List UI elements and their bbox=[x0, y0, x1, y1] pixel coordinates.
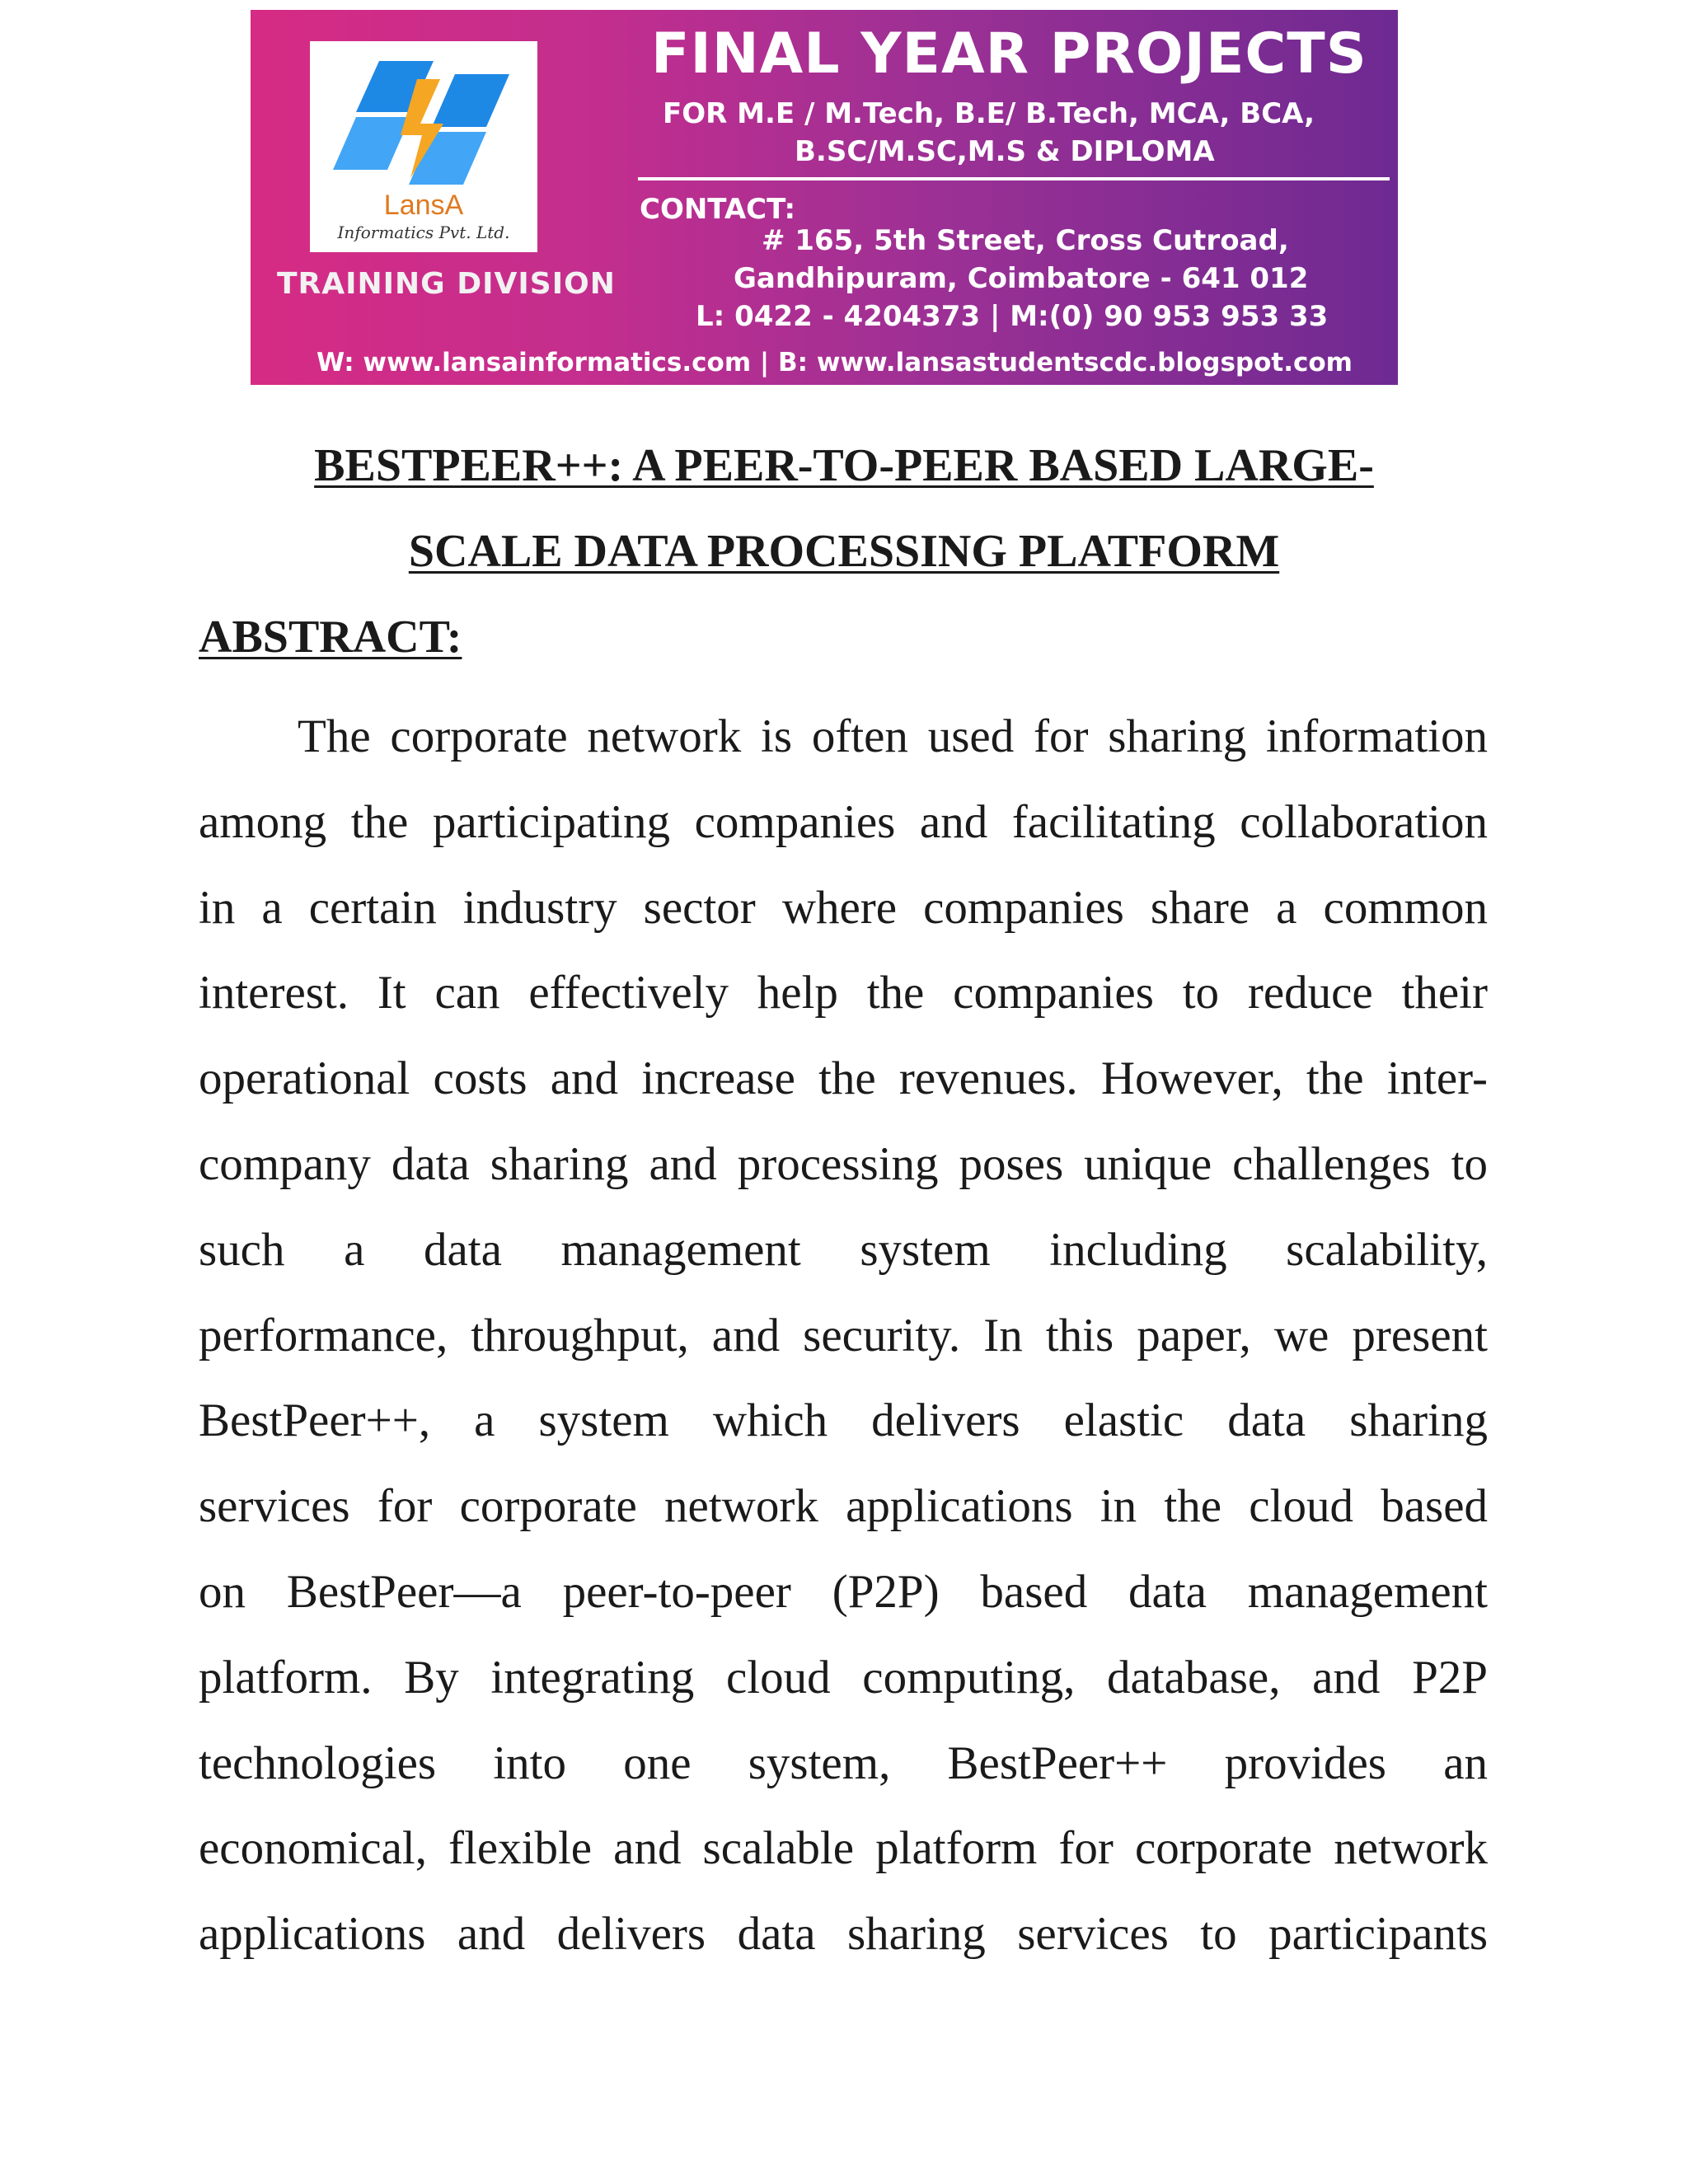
abstract-line: such a data management system including scalability, bbox=[199, 1223, 1488, 1276]
abstract-line: BestPeer++, a system which delivers elastic data sharing bbox=[199, 1394, 1488, 1447]
banner-title: FINAL YEAR PROJECTS bbox=[651, 21, 1367, 87]
address-line1: # 165, 5th Street, Cross Cutroad, bbox=[762, 224, 1289, 257]
abstract-line: platform. By integrating cloud computing, database, and P2P bbox=[199, 1651, 1488, 1704]
banner-divider bbox=[638, 177, 1390, 180]
lansa-logo-icon bbox=[331, 54, 516, 193]
abstract-line: The corporate network is often used for sharing information bbox=[298, 710, 1488, 762]
abstract-line: among the participating companies and facilitating collaboration bbox=[199, 795, 1488, 848]
abstract-line: economical, flexible and scalable platform for corporate network bbox=[199, 1822, 1488, 1875]
contact-label: CONTACT: bbox=[640, 193, 796, 226]
logo-name: LansA bbox=[383, 190, 464, 221]
abstract-line: performance, throughput, and security. In this paper, we present bbox=[199, 1309, 1488, 1361]
abstract-line: interest. It can effectively help the companies to reduce their bbox=[199, 967, 1488, 1019]
abstract-line: in a certain industry sector where companies share a common bbox=[199, 881, 1488, 934]
abstract-line: on BestPeer—a peer-to-peer (P2P) based data management bbox=[199, 1565, 1488, 1618]
document-title-line2: SCALE DATA PROCESSING PLATFORM bbox=[408, 526, 1280, 577]
banner-courses-line2: B.SC/M.SC,M.S & DIPLOMA bbox=[795, 135, 1215, 168]
abstract-line: services for corporate network applications in the cloud based bbox=[199, 1480, 1488, 1533]
document-title-line1: BESTPEER++: A PEER-TO-PEER BASED LARGE- bbox=[314, 440, 1374, 491]
abstract-line: technologies into one system, BestPeer++ provides an bbox=[199, 1736, 1488, 1789]
website-links: W: www.lansainformatics.com | B: www.lansastudentscdc.blogspot.com bbox=[316, 348, 1353, 377]
abstract-heading: ABSTRACT: bbox=[199, 612, 462, 663]
logo-subtitle: Informatics Pvt. Ltd. bbox=[337, 223, 510, 242]
abstract-paragraph bbox=[199, 694, 1488, 1977]
phone-numbers: L: 0422 - 4204373 | M:(0) 90 953 953 33 bbox=[696, 300, 1329, 333]
abstract-line: applications and delivers data sharing services to participants bbox=[199, 1908, 1488, 1961]
abstract-line: company data sharing and processing poses unique challenges to bbox=[199, 1137, 1488, 1190]
company-logo bbox=[310, 41, 537, 252]
abstract-line: operational costs and increase the revenues. However, the inter- bbox=[199, 1052, 1488, 1105]
header-banner bbox=[251, 10, 1398, 385]
banner-courses-line1: FOR M.E / M.Tech, B.E/ B.Tech, MCA, BCA, bbox=[663, 97, 1315, 130]
address-line2: Gandhipuram, Coimbatore - 641 012 bbox=[734, 262, 1309, 295]
training-division-label: TRAINING DIVISION bbox=[277, 267, 616, 301]
